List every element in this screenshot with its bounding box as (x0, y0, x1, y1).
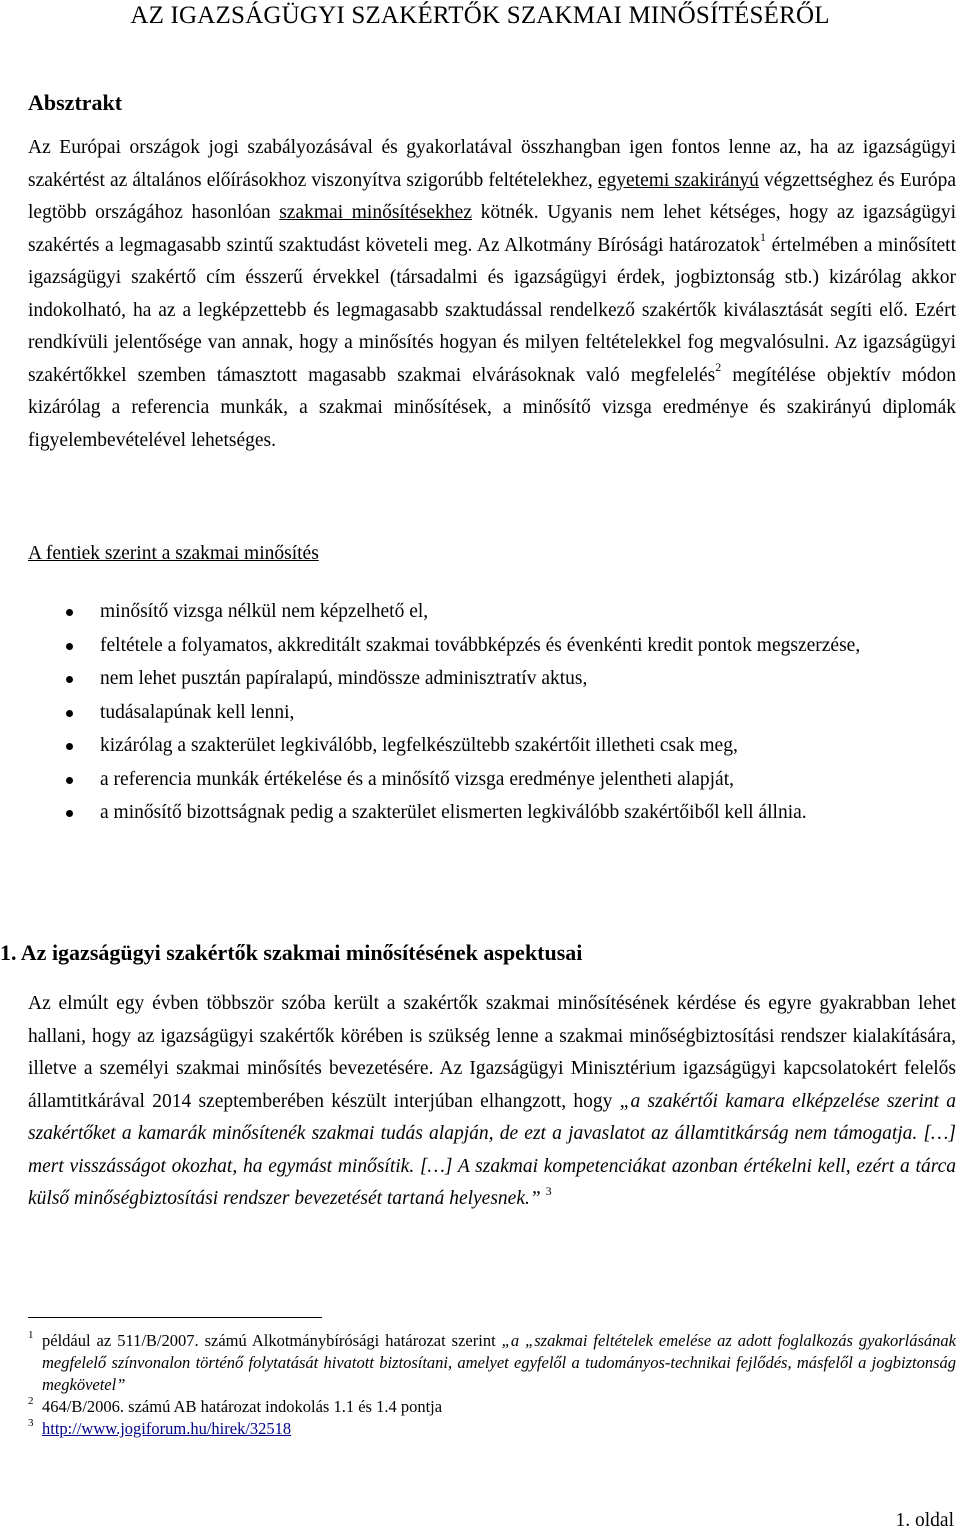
footnote-3 (28, 1418, 956, 1440)
list-item-text: kizárólag a szakterület legkiválóbb, legfelkészültebb szakértőit illetheti csak meg, (100, 735, 738, 756)
footnote-link[interactable]: http://www.jogiforum.hu/hirek/32518 (42, 1419, 292, 1438)
abstract-text-4: értelmében a minősített igazságügyi szakértő cím ésszerű érvekkel (társadalmi és igazságügyi érdek, jogbiztonság stb.) kizárólag akkor indokolható, ha az a legképzettebb és legmagasabb szaktudással rendelkező szakértők kiválasztását segíti elő. Ezért rendkívüli jelentősége van annak, hogy a minősítés hogyan és milyen feltételekkel fog megvalósulni. Az igazságügyi szakértőkkel szemben támasztott magasabb szakmai elvárásoknak való megfelelés (28, 234, 956, 386)
footnote-ref-3[interactable]: 3 (545, 1183, 552, 1198)
list-heading (28, 543, 319, 565)
bullet-icon (66, 609, 73, 616)
bullet-icon (66, 676, 73, 683)
page-number: 1. oldal (895, 1510, 954, 1531)
list-item-text: feltétele a folyamatos, akkreditált szakmai továbbképzés és évenkénti kredit pontok megszerzése, (100, 634, 861, 656)
section-1-paragraph (28, 988, 956, 1216)
list-item (28, 630, 956, 662)
list-item (28, 730, 956, 762)
bullet-icon (66, 777, 73, 784)
footnote-number: 1 (28, 1329, 34, 1341)
list-item-text: minősítő vizsga nélkül nem képzelhető el, (100, 601, 429, 622)
footnote-number: 2 (28, 1395, 34, 1407)
footnote-1 (28, 1330, 956, 1396)
footnote-ref-1[interactable]: 1 (760, 230, 767, 244)
list-item (28, 697, 956, 729)
footnote-quote: „a „szakmai feltételek emelése az adott foglalkozás gyakorlásának megfelelő színvonalon történő folytatását hivatott biztosítani, amelyet egyfelől a tudományos-technikai fejlődés, másfelől a jogbiztonság megkövetel” (42, 1331, 956, 1394)
bullet-icon (66, 743, 73, 750)
bullet-icon (66, 710, 73, 717)
list-heading-text: A fentiek szerint a szakmai minősítés (28, 543, 319, 564)
section-1-text: Az elmúlt egy évben többször szóba került a szakértők szakmai minősítésének kérdése és egyre gyakrabban lehet hallani, hogy az igazságügyi szakértők körében is szükség lenne a szakmai minőségbiztosítási rendszer kialakítására, illetve a személyi szakmai minősítés bevezetésére. Az Igazságügyi Minisztérium igazságügyi kapcsolatokért felelős államtitkárával 2014 szeptemberében készült interjúban elhangzott, hogy (28, 993, 956, 1112)
requirements-list (28, 596, 956, 831)
footnote-2 (28, 1396, 956, 1418)
list-item-text: a referencia munkák értékelése és a minősítő vizsga eredménye jelentheti alapját, (100, 768, 734, 790)
list-item-text: nem lehet pusztán papíralapú, mindössze adminisztratív aktus, (100, 668, 588, 689)
footnote-ref-2[interactable]: 2 (715, 360, 722, 374)
section-1-quote: „a szakértői kamara elképzelése szerint a szakértőket a kamarák minősítenék szakmai tudás alapján, de ezt a javaslatot az államtitkárság nem támogatja. […] mert visszásságot okozhat, ha egymást minősítik. […] A szakmai kompetenciákat azonban értékelni kell, ezért a tárca külső minőségbiztosítási rendszer bevezetését tartaná helyesnek.” (28, 1090, 956, 1209)
bullet-icon (66, 643, 73, 650)
document-title: AZ IGAZSÁGÜGYI SZAKÉRTŐK SZAKMAI MINŐSÍTÉSÉRŐL (130, 2, 830, 29)
list-item (28, 596, 956, 628)
list-item-text: a minősítő bizottságnak pedig a szakterület elismerten legkiválóbb szakértőiből kell állnia. (100, 802, 807, 823)
abstract-text-3: kötnék. Ugyanis nem lehet kétséges, hogy az igazságügyi szakértés a legmagasabb szintű szaktudást követeli meg. Az Alkotmány Bírósági határozatok (28, 202, 956, 256)
underlined-phrase-szakmai: szakmai minősítésekhez (279, 202, 472, 223)
abstract-heading: Absztrakt (28, 90, 123, 115)
abstract-text-2: végzettséghez és Európa legtöbb országához hasonlóan (28, 169, 956, 223)
abstract-paragraph (28, 132, 956, 457)
list-item (28, 663, 956, 695)
footnote-text: például az 511/B/2007. számú Alkotmánybírósági határozat szerint (42, 1331, 502, 1350)
list-item-text: tudásalapúnak kell lenni, (100, 701, 295, 723)
abstract-text-1: Az Európai országok jogi szabályozásával és gyakorlatával összhangban igen fontos lenne az, ha az igazságügyi szakértést az általános előírásokhoz viszonyítva szigorúbb feltételekhez, (28, 137, 956, 191)
section-1-heading: 1. Az igazságügyi szakértők szakmai minősítésének aspektusai (0, 940, 583, 965)
footnote-text: 464/B/2006. számú AB határozat indokolás 1.1 és 1.4 pontja (42, 1397, 443, 1416)
underlined-phrase-egyetemi: egyetemi szakirányú (597, 169, 759, 191)
abstract-text-5: megítélése objektív módon kizárólag a referencia munkák, a szakmai minősítések, a minősítő vizsga eredménye és szakirányú diplomák figyelembevételével lehetséges. (28, 364, 956, 451)
list-item (28, 797, 956, 829)
footnote-number: 3 (28, 1417, 34, 1429)
footnotes (28, 1330, 956, 1440)
footnote-separator (28, 1317, 322, 1318)
bullet-icon (66, 810, 73, 817)
list-item (28, 764, 956, 796)
